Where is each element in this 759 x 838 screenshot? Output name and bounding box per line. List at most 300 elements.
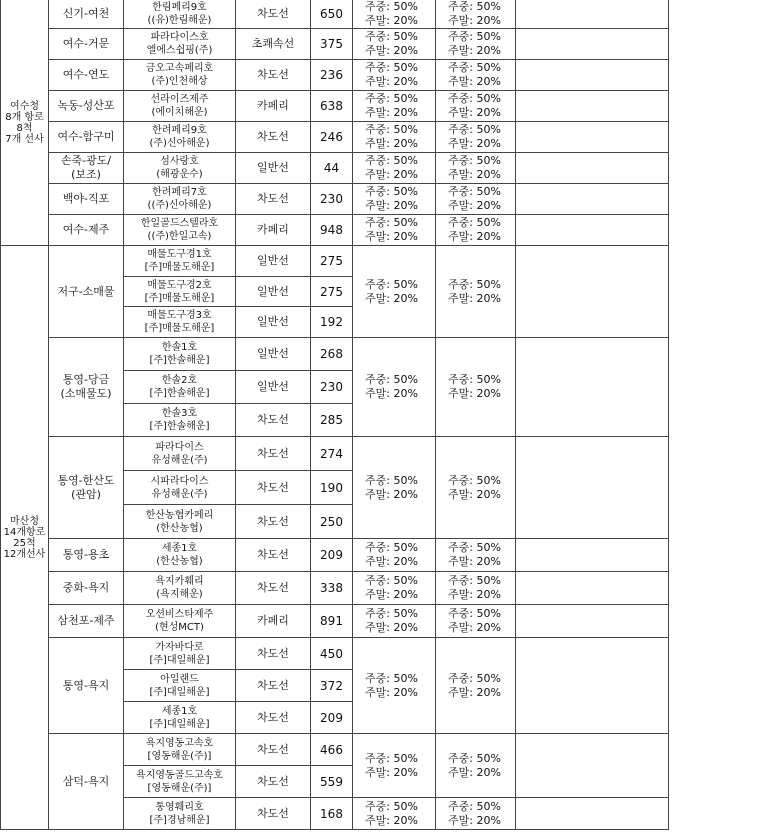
weekday-discount: 주중: 50% bbox=[448, 277, 501, 291]
ship-cell bbox=[124, 338, 236, 371]
route-cell bbox=[49, 246, 124, 338]
note-cell bbox=[516, 91, 669, 122]
ship-line: [영동해운(주)] bbox=[147, 782, 212, 794]
tonnage-cell: 559 bbox=[311, 766, 353, 798]
weekday-discount: 주중: 50% bbox=[365, 574, 418, 587]
ship-type-cell: 카페리 bbox=[236, 91, 311, 122]
tonnage-cell: 650 bbox=[311, 0, 353, 29]
table-row bbox=[1, 437, 669, 471]
discount-passenger-cell bbox=[353, 0, 436, 29]
route-cell bbox=[49, 638, 124, 734]
ship-line: 세종1호 bbox=[161, 543, 198, 554]
ship-cell bbox=[124, 670, 236, 702]
weekday-discount: 주중: 50% bbox=[365, 373, 418, 386]
ship-line: 통영훼리호 bbox=[155, 801, 204, 813]
discount-vehicle-cell bbox=[436, 60, 516, 91]
ship-type-cell: 차도선 bbox=[236, 539, 311, 572]
ship-line: 한솔3호 bbox=[161, 408, 198, 419]
tonnage-cell: 209 bbox=[311, 539, 353, 572]
route-cell bbox=[49, 29, 124, 60]
weekday-discount: 주중: 50% bbox=[365, 185, 418, 198]
weekday-discount: 주중: 50% bbox=[448, 607, 501, 620]
ship-line: 가자바다로 bbox=[155, 641, 204, 653]
table-row bbox=[1, 246, 669, 277]
table-row bbox=[1, 215, 669, 246]
ship-line: 한일골드스텔라호 bbox=[140, 218, 219, 229]
route-line: 통영-욕지 bbox=[62, 678, 110, 692]
ship-line: 매물도구경3호 bbox=[147, 310, 212, 321]
weekday-discount: 주중: 50% bbox=[448, 216, 501, 229]
weekday-discount: 주중: 50% bbox=[448, 574, 501, 587]
route-line: 삼덕-욕지 bbox=[62, 774, 110, 788]
ship-type-cell: 차도선 bbox=[236, 798, 311, 830]
route-cell bbox=[49, 338, 124, 437]
weekend-discount: 주말: 20% bbox=[365, 168, 418, 181]
discount-passenger-cell bbox=[353, 798, 436, 830]
route-line: 신기-여천 bbox=[62, 7, 110, 20]
ship-cell bbox=[124, 277, 236, 307]
route-line: 여수-연도 bbox=[62, 68, 110, 81]
tonnage-cell: 274 bbox=[311, 437, 353, 471]
weekday-discount: 주중: 50% bbox=[365, 123, 418, 136]
note-cell bbox=[516, 122, 669, 153]
discount-vehicle-cell bbox=[436, 122, 516, 153]
note-cell bbox=[516, 798, 669, 830]
route-line: 여수-거문 bbox=[62, 37, 110, 50]
discount-passenger-cell bbox=[353, 29, 436, 60]
route-cell bbox=[49, 91, 124, 122]
route-line: 통영-한산도 bbox=[57, 473, 115, 487]
tonnage-cell: 466 bbox=[311, 734, 353, 766]
weekend-discount: 주말: 20% bbox=[448, 387, 501, 400]
discount-vehicle-cell bbox=[436, 184, 516, 215]
ship-cell bbox=[124, 539, 236, 572]
ship-line: 오션비스타제주 bbox=[145, 609, 214, 620]
tonnage-cell: 372 bbox=[311, 670, 353, 702]
ship-line: 섬사랑호 bbox=[160, 156, 199, 167]
note-cell bbox=[516, 605, 669, 638]
weekend-discount: 주말: 20% bbox=[448, 765, 501, 779]
note-cell bbox=[516, 572, 669, 605]
note-cell bbox=[516, 539, 669, 572]
weekend-discount: 주말: 20% bbox=[365, 555, 418, 568]
office-cell bbox=[1, 246, 49, 830]
ship-line: 선라이즈제주 bbox=[150, 94, 209, 105]
weekend-discount: 주말: 20% bbox=[448, 588, 501, 601]
ship-line: 한솔2호 bbox=[161, 375, 198, 386]
ship-type-cell: 차도선 bbox=[236, 638, 311, 670]
ship-line: 세종1호 bbox=[161, 705, 198, 717]
weekday-discount: 주중: 50% bbox=[448, 185, 501, 198]
ship-line: [주]한솔해운] bbox=[149, 388, 210, 399]
table-row bbox=[1, 572, 669, 605]
discount-vehicle-cell bbox=[436, 246, 516, 338]
weekend-discount: 주말: 20% bbox=[448, 621, 501, 634]
weekend-discount: 주말: 20% bbox=[365, 199, 418, 212]
ship-line: 매물도구경2호 bbox=[147, 279, 212, 291]
weekday-discount: 주중: 50% bbox=[365, 61, 418, 74]
route-line: 삼천포-제주 bbox=[57, 614, 115, 627]
weekend-discount: 주말: 20% bbox=[448, 685, 501, 699]
route-cell bbox=[49, 184, 124, 215]
route-line: (소매물도) bbox=[60, 387, 112, 400]
ship-type-cell: 차도선 bbox=[236, 437, 311, 471]
ship-cell bbox=[124, 572, 236, 605]
weekday-discount: 주중: 50% bbox=[448, 0, 501, 13]
route-line: 여수-제주 bbox=[62, 223, 110, 236]
office-line: 14개항로 bbox=[3, 526, 46, 538]
table-row bbox=[1, 0, 669, 29]
ship-cell bbox=[124, 702, 236, 734]
route-cell bbox=[49, 215, 124, 246]
ship-line: 욕지영동고속호 bbox=[145, 737, 214, 749]
discount-passenger-cell bbox=[353, 246, 436, 338]
ship-type-cell: 일반선 bbox=[236, 277, 311, 307]
weekend-discount: 주말: 20% bbox=[365, 588, 418, 601]
office-line: 8척 bbox=[16, 122, 33, 134]
tonnage-cell: 375 bbox=[311, 29, 353, 60]
note-cell bbox=[516, 184, 669, 215]
route-line: 여수-함구미 bbox=[57, 130, 115, 143]
weekend-discount: 주말: 20% bbox=[448, 106, 501, 119]
weekday-discount: 주중: 50% bbox=[365, 0, 418, 13]
ship-type-cell: 초쾌속선 bbox=[236, 29, 311, 60]
route-cell bbox=[49, 734, 124, 830]
ship-line: [주]한솔해운] bbox=[149, 421, 210, 432]
ship-type-cell: 일반선 bbox=[236, 246, 311, 277]
ship-line: 시파라다이스 bbox=[150, 475, 209, 487]
ship-cell bbox=[124, 153, 236, 184]
route-line: 중화-욕지 bbox=[62, 581, 110, 594]
weekend-discount: 주말: 20% bbox=[448, 230, 501, 243]
office-cell bbox=[1, 0, 49, 246]
weekday-discount: 주중: 50% bbox=[365, 154, 418, 167]
ship-line: 유성해운(주) bbox=[151, 488, 208, 500]
ship-line: (욕지해운) bbox=[156, 589, 203, 600]
ship-type-cell: 카페리 bbox=[236, 605, 311, 638]
discount-passenger-cell bbox=[353, 215, 436, 246]
weekend-discount: 주말: 20% bbox=[365, 685, 418, 699]
ship-line: 금오고속페리호 bbox=[145, 63, 214, 74]
discount-vehicle-cell bbox=[436, 572, 516, 605]
ship-cell bbox=[124, 60, 236, 91]
ship-cell bbox=[124, 404, 236, 437]
weekend-discount: 주말: 20% bbox=[448, 168, 501, 181]
ship-cell bbox=[124, 437, 236, 471]
office-line: 8개 항로 bbox=[5, 111, 44, 123]
weekend-discount: 주말: 20% bbox=[365, 230, 418, 243]
table-row bbox=[1, 605, 669, 638]
weekend-discount: 주말: 20% bbox=[448, 555, 501, 568]
discount-vehicle-cell bbox=[436, 539, 516, 572]
weekend-discount: 주말: 20% bbox=[448, 14, 501, 27]
note-cell bbox=[516, 29, 669, 60]
discount-passenger-cell bbox=[353, 437, 436, 539]
discount-vehicle-cell bbox=[436, 798, 516, 830]
ship-line: [주]매물도해운] bbox=[144, 323, 215, 334]
table-row bbox=[1, 734, 669, 766]
ship-type-cell: 차도선 bbox=[236, 734, 311, 766]
ship-type-cell: 일반선 bbox=[236, 307, 311, 338]
discount-vehicle-cell bbox=[436, 638, 516, 734]
ship-line: [영동해운(주)] bbox=[147, 750, 212, 762]
weekday-discount: 주중: 50% bbox=[448, 92, 501, 105]
table-row bbox=[1, 122, 669, 153]
route-cell bbox=[49, 572, 124, 605]
weekend-discount: 주말: 20% bbox=[365, 75, 418, 88]
ship-cell bbox=[124, 122, 236, 153]
table-row bbox=[1, 184, 669, 215]
tonnage-cell: 246 bbox=[311, 122, 353, 153]
route-cell bbox=[49, 437, 124, 539]
table-row bbox=[1, 338, 669, 371]
discount-passenger-cell bbox=[353, 60, 436, 91]
ship-line: ((주)신아해운) bbox=[147, 200, 212, 211]
weekday-discount: 주중: 50% bbox=[448, 473, 501, 487]
ship-type-cell: 차도선 bbox=[236, 766, 311, 798]
tonnage-cell: 192 bbox=[311, 307, 353, 338]
ship-type-cell: 일반선 bbox=[236, 371, 311, 404]
route-cell bbox=[49, 539, 124, 572]
ship-type-cell: 차도선 bbox=[236, 572, 311, 605]
weekend-discount: 주말: 20% bbox=[448, 813, 501, 827]
tonnage-cell: 209 bbox=[311, 702, 353, 734]
weekday-discount: 주중: 50% bbox=[448, 541, 501, 554]
table-row bbox=[1, 539, 669, 572]
weekday-discount: 주중: 50% bbox=[448, 751, 501, 765]
weekday-discount: 주중: 50% bbox=[365, 216, 418, 229]
route-cell bbox=[49, 122, 124, 153]
weekday-discount: 주중: 50% bbox=[365, 671, 418, 685]
weekend-discount: 주말: 20% bbox=[365, 813, 418, 827]
route-cell bbox=[49, 60, 124, 91]
office-line: 7개 선사 bbox=[5, 133, 44, 145]
weekend-discount: 주말: 20% bbox=[365, 106, 418, 119]
ship-cell bbox=[124, 734, 236, 766]
route-line: (관암) bbox=[71, 487, 101, 501]
ship-line: [주]한솔해운] bbox=[149, 355, 210, 366]
tonnage-cell: 230 bbox=[311, 184, 353, 215]
ship-line: (주)신아해운) bbox=[149, 138, 210, 149]
weekday-discount: 주중: 50% bbox=[365, 92, 418, 105]
ship-cell bbox=[124, 605, 236, 638]
ship-line: 파라다이스 bbox=[155, 441, 204, 453]
route-line: 녹동-성산포 bbox=[57, 99, 115, 112]
ship-line: ((유)한림해운) bbox=[147, 15, 212, 26]
tonnage-cell: 190 bbox=[311, 471, 353, 505]
route-cell bbox=[49, 0, 124, 29]
ship-line: [주]대일해운] bbox=[149, 686, 210, 698]
route-cell bbox=[49, 153, 124, 184]
ship-cell bbox=[124, 29, 236, 60]
discount-passenger-cell bbox=[353, 122, 436, 153]
ship-type-cell: 카페리 bbox=[236, 215, 311, 246]
tonnage-cell: 168 bbox=[311, 798, 353, 830]
ship-type-cell: 차도선 bbox=[236, 122, 311, 153]
table-row bbox=[1, 638, 669, 670]
office-line: 마산청 bbox=[10, 515, 39, 527]
discount-passenger-cell bbox=[353, 605, 436, 638]
weekend-discount: 주말: 20% bbox=[448, 75, 501, 88]
ship-cell bbox=[124, 766, 236, 798]
ship-cell bbox=[124, 638, 236, 670]
ship-cell bbox=[124, 307, 236, 338]
ship-line: [주]대일해운] bbox=[149, 654, 210, 666]
note-cell bbox=[516, 215, 669, 246]
ship-line: [주]대일해운] bbox=[149, 718, 210, 730]
weekday-discount: 주중: 50% bbox=[448, 123, 501, 136]
weekday-discount: 주중: 50% bbox=[448, 154, 501, 167]
ship-type-cell: 차도선 bbox=[236, 404, 311, 437]
ship-line: (에이치해운) bbox=[151, 107, 208, 118]
ship-line: 한림페리9호 bbox=[152, 2, 207, 13]
weekend-discount: 주말: 20% bbox=[365, 44, 418, 57]
weekday-discount: 주중: 50% bbox=[448, 373, 501, 386]
discount-passenger-cell bbox=[353, 91, 436, 122]
ship-type-cell: 차도선 bbox=[236, 184, 311, 215]
route-cell bbox=[49, 605, 124, 638]
route-line: 통영-당금 bbox=[62, 373, 110, 386]
ship-line: (해광운수) bbox=[156, 169, 203, 180]
tonnage-cell: 338 bbox=[311, 572, 353, 605]
ship-cell bbox=[124, 371, 236, 404]
note-cell bbox=[516, 638, 669, 734]
note-cell bbox=[516, 246, 669, 338]
weekend-discount: 주말: 20% bbox=[365, 621, 418, 634]
ship-cell bbox=[124, 0, 236, 29]
weekend-discount: 주말: 20% bbox=[448, 44, 501, 57]
tonnage-cell: 450 bbox=[311, 638, 353, 670]
weekend-discount: 주말: 20% bbox=[365, 137, 418, 150]
route-line: 저구-소매물 bbox=[57, 284, 115, 298]
ship-line: (주)인천해상 bbox=[151, 76, 208, 87]
weekday-discount: 주중: 50% bbox=[365, 30, 418, 43]
tonnage-cell: 275 bbox=[311, 246, 353, 277]
ship-cell bbox=[124, 91, 236, 122]
ship-line: (현성MCT) bbox=[155, 622, 204, 633]
ship-cell bbox=[124, 215, 236, 246]
discount-vehicle-cell bbox=[436, 91, 516, 122]
discount-passenger-cell bbox=[353, 338, 436, 437]
ship-line: 엘에스쉽핑(주) bbox=[146, 45, 213, 56]
ship-line: 아일랜드 bbox=[160, 673, 199, 685]
office-line: 여수청 bbox=[10, 100, 39, 112]
tonnage-cell: 638 bbox=[311, 91, 353, 122]
discount-passenger-cell bbox=[353, 638, 436, 734]
ship-line: 욕지카훼리 bbox=[155, 576, 204, 587]
ship-cell bbox=[124, 798, 236, 830]
note-cell bbox=[516, 0, 669, 29]
ship-cell bbox=[124, 505, 236, 539]
route-line: 통영-용초 bbox=[62, 548, 110, 561]
weekend-discount: 주말: 20% bbox=[448, 487, 501, 501]
weekend-discount: 주말: 20% bbox=[448, 137, 501, 150]
discount-passenger-cell bbox=[353, 734, 436, 798]
discount-passenger-cell bbox=[353, 153, 436, 184]
ship-line: 욕지영동골드고속호 bbox=[136, 769, 223, 781]
tonnage-cell: 250 bbox=[311, 505, 353, 539]
ship-type-cell: 차도선 bbox=[236, 505, 311, 539]
note-cell bbox=[516, 60, 669, 91]
tonnage-cell: 891 bbox=[311, 605, 353, 638]
discount-vehicle-cell bbox=[436, 215, 516, 246]
ship-cell bbox=[124, 471, 236, 505]
note-cell bbox=[516, 437, 669, 539]
table-row bbox=[1, 91, 669, 122]
discount-vehicle-cell bbox=[436, 0, 516, 29]
table-row bbox=[1, 29, 669, 60]
discount-passenger-cell bbox=[353, 539, 436, 572]
weekday-discount: 주중: 50% bbox=[365, 541, 418, 554]
discount-vehicle-cell bbox=[436, 153, 516, 184]
weekday-discount: 주중: 50% bbox=[448, 30, 501, 43]
weekday-discount: 주중: 50% bbox=[448, 799, 501, 813]
discount-vehicle-cell bbox=[436, 29, 516, 60]
ship-type-cell: 차도선 bbox=[236, 471, 311, 505]
discount-vehicle-cell bbox=[436, 605, 516, 638]
ship-type-cell: 일반선 bbox=[236, 338, 311, 371]
tonnage-cell: 268 bbox=[311, 338, 353, 371]
ship-line: 한려페리7호 bbox=[152, 187, 207, 198]
ship-line: 파라다이스호 bbox=[150, 32, 209, 43]
table-row bbox=[1, 60, 669, 91]
weekday-discount: 주중: 50% bbox=[365, 277, 418, 291]
ship-line: [주]매물도해운] bbox=[144, 262, 215, 273]
weekday-discount: 주중: 50% bbox=[365, 473, 418, 487]
tonnage-cell: 44 bbox=[311, 153, 353, 184]
weekday-discount: 주중: 50% bbox=[448, 61, 501, 74]
ship-type-cell: 차도선 bbox=[236, 702, 311, 734]
table-row bbox=[1, 153, 669, 184]
weekend-discount: 주말: 20% bbox=[365, 14, 418, 27]
weekend-discount: 주말: 20% bbox=[365, 387, 418, 400]
ship-line: ((주)한일고속) bbox=[147, 231, 212, 242]
office-line: 25척 bbox=[13, 537, 36, 549]
weekend-discount: 주말: 20% bbox=[448, 199, 501, 212]
discount-vehicle-cell bbox=[436, 734, 516, 798]
weekday-discount: 주중: 50% bbox=[365, 799, 418, 813]
route-line: (보조) bbox=[71, 168, 101, 181]
ship-type-cell: 차도선 bbox=[236, 60, 311, 91]
discount-vehicle-cell bbox=[436, 437, 516, 539]
tonnage-cell: 230 bbox=[311, 371, 353, 404]
weekend-discount: 주말: 20% bbox=[365, 765, 418, 779]
discount-passenger-cell bbox=[353, 184, 436, 215]
weekday-discount: 주중: 50% bbox=[448, 671, 501, 685]
tonnage-cell: 285 bbox=[311, 404, 353, 437]
tonnage-cell: 236 bbox=[311, 60, 353, 91]
office-line: 12개선사 bbox=[3, 548, 46, 560]
weekday-discount: 주중: 50% bbox=[365, 607, 418, 620]
note-cell bbox=[516, 153, 669, 184]
ship-line: [주]경남해운] bbox=[149, 814, 210, 826]
ship-line: (한산농협) bbox=[156, 556, 203, 567]
ship-line: 한산농협카페리 bbox=[145, 509, 214, 521]
ship-type-cell: 차도선 bbox=[236, 670, 311, 702]
discount-vehicle-cell bbox=[436, 338, 516, 437]
note-cell bbox=[516, 734, 669, 798]
tonnage-cell: 275 bbox=[311, 277, 353, 307]
ship-line: 유성해운(주) bbox=[151, 454, 208, 466]
ship-type-cell: 일반선 bbox=[236, 153, 311, 184]
ship-line: [주]매물도해운] bbox=[144, 292, 215, 304]
ship-line: (한산농협) bbox=[156, 522, 203, 534]
weekend-discount: 주말: 20% bbox=[365, 487, 418, 501]
weekend-discount: 주말: 20% bbox=[365, 291, 418, 305]
ship-type-cell: 차도선 bbox=[236, 0, 311, 29]
ship-cell bbox=[124, 184, 236, 215]
ship-line: 한솔1호 bbox=[161, 342, 198, 353]
